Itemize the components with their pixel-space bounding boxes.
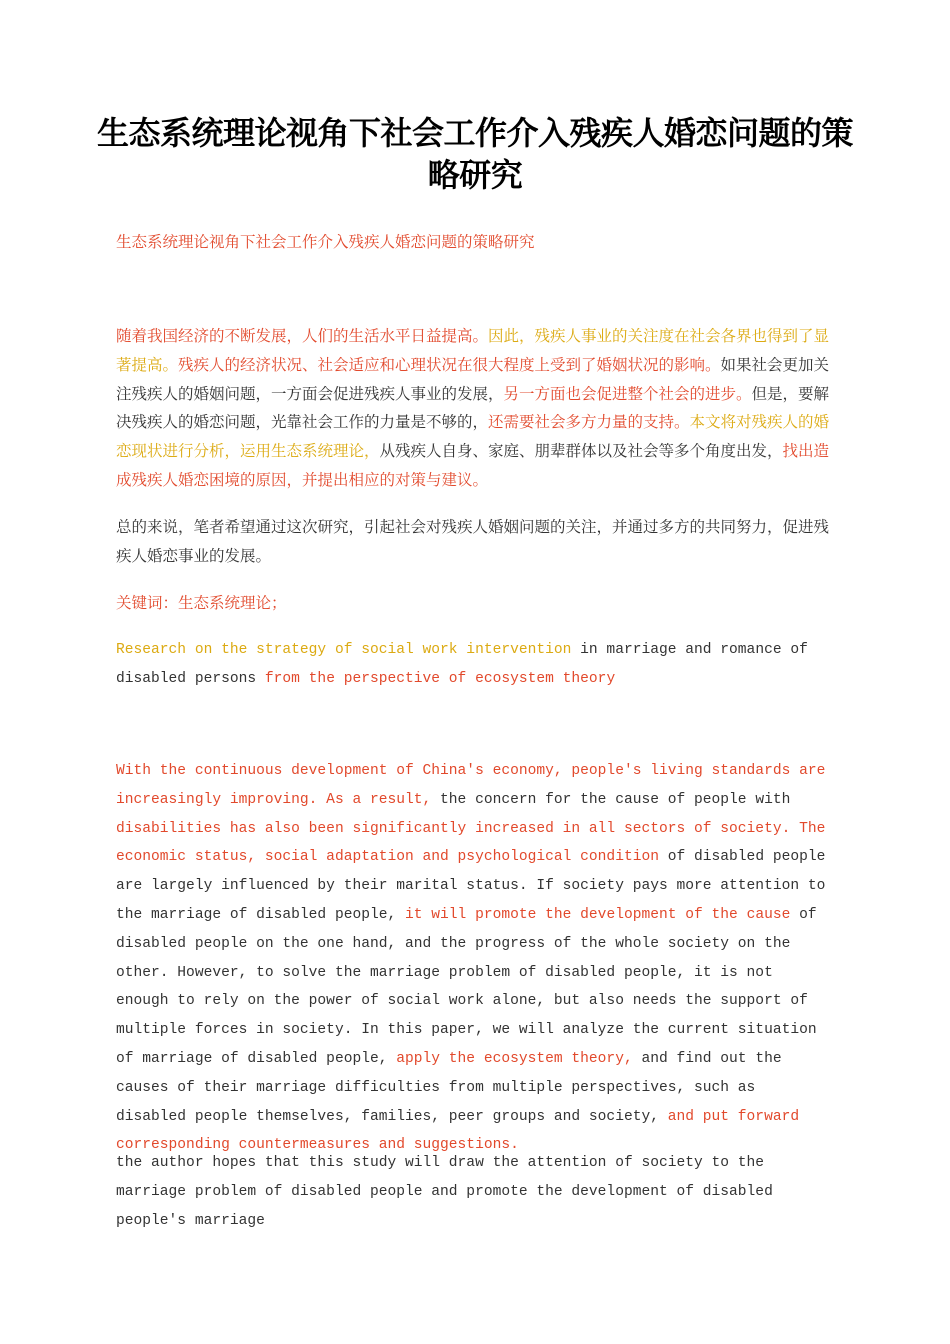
en-abstract-segment-7: apply the ecosystem theory, bbox=[396, 1050, 633, 1067]
zh-abstract-segment-3: 残疾人的经济状况、社会适应和心理状况在很大程度上受到了婚姻状况的影响。 bbox=[178, 355, 721, 374]
zh-abstract-segment-6: 但是，要解决残疾人的婚恋问题，光靠社会工作的力量是不够的， bbox=[116, 384, 830, 432]
en-abstract-segment-5: it will promote the development of the cause bbox=[405, 906, 791, 923]
zh-abstract-segment-8: 本文将对残疾人的婚恋现状进行分析，运用生态系统理论， bbox=[116, 413, 830, 461]
en-abstract-segment-6: of disabled people on the one hand, and the progress of the whole society on the other. However, to solve the marriage problem of disabled people, it is not enough to rely on the power of social work alone, but also needs the support of multiple forces in society. In this paper, we will analyze the current situation of marriage of disabled people, bbox=[116, 906, 817, 1067]
en-abstract-segment-1: With the continuous development of China's economy, people's living standards are increasingly improving. As a result, bbox=[116, 763, 826, 808]
english-abstract bbox=[116, 757, 832, 1160]
en-abstract-segment-2: the concern for the cause of people with bbox=[431, 791, 791, 808]
zh-abstract-segment-10: 找出造成残疾人婚恋困境的原因，并提出相应的对策与建议。 bbox=[116, 442, 830, 489]
zh-abstract-segment-5: 另一方面也会促进整个社会的进步。 bbox=[503, 384, 752, 403]
zh-abstract-segment-7: 还需要社会多方力量的支持。 bbox=[488, 413, 690, 432]
en-abstract-segment-9: and put forward corresponding countermeasures and suggestions. bbox=[116, 1108, 800, 1154]
keywords: 关键词：生态系统理论； bbox=[116, 594, 287, 612]
en-title-segment-1: Research on the strategy of social work intervention bbox=[116, 642, 572, 658]
zh-abstract-segment-1: 随着我国经济的不断发展，人们的生活水平日益提高。 bbox=[116, 327, 489, 345]
chinese-subtitle: 生态系统理论视角下社会工作介入残疾人婚恋问题的策略研究 bbox=[116, 233, 535, 251]
en-abstract-segment-8: and find out the causes of their marriage difficulties from multiple perspectives, such as disabled people themselves, families, peer groups and society, bbox=[116, 1050, 782, 1125]
zh-abstract-segment-9: 从残疾人自身、家庭、朋辈群体以及社会等多个角度出发， bbox=[379, 442, 783, 461]
chinese-conclusion: 总的来说，笔者希望通过这次研究，引起社会对残疾人婚姻问题的关注，并通过多方的共同努力，促进残疾人婚恋事业的发展。 bbox=[116, 518, 830, 565]
en-abstract-segment-3: disabilities has also been significantly increased in all sectors of society. The economic status, social adaptation and psychological condition bbox=[116, 820, 826, 866]
document-title: 生态系统理论视角下社会工作介入残疾人婚恋问题的策略研究 bbox=[96, 114, 853, 194]
en-abstract-segment-4: of disabled people are largely influenced by their marital status. If society pays more attention to the marriage of disabled people, bbox=[116, 849, 826, 923]
zh-abstract-segment-4: 如果社会更加关注残疾人的婚姻问题，一方面会促进残疾人事业的发展， bbox=[116, 355, 830, 403]
english-conclusion: the author hopes that this study will draw the attention of society to the marriage problem of disabled people and promote the development of disabled people's marriage bbox=[116, 1155, 773, 1229]
zh-abstract-segment-2: 因此，残疾人事业的关注度在社会各界也得到了显著提高。 bbox=[116, 327, 830, 374]
en-title-segment-3: from the perspective of ecosystem theory bbox=[264, 670, 616, 687]
chinese-abstract bbox=[116, 322, 832, 495]
english-title bbox=[116, 636, 832, 694]
en-title-segment-2: in marriage and romance of disabled persons bbox=[116, 642, 808, 687]
